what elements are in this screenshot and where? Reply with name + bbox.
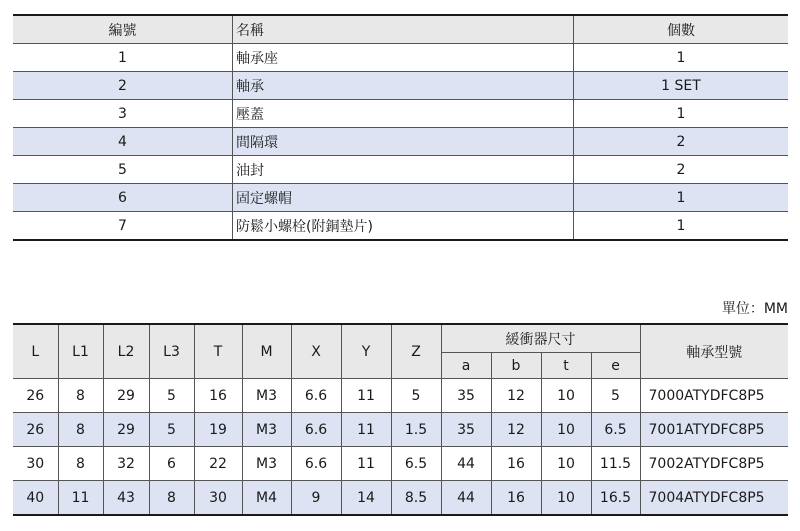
cell-L: 30 <box>13 447 58 481</box>
cell-e: 11.5 <box>591 447 640 481</box>
cell-a: 44 <box>441 447 491 481</box>
header-t: t <box>541 353 591 379</box>
part-name: 固定螺帽 <box>233 184 574 212</box>
parts-header-row <box>13 15 788 44</box>
cell-Y: 11 <box>341 379 391 413</box>
part-number: 1 <box>13 44 233 72</box>
table-row <box>13 481 788 516</box>
cell-L1: 8 <box>58 379 103 413</box>
cell-T: 19 <box>194 413 242 447</box>
cell-bearing-model: 7002ATYDFC8P5 <box>640 447 788 481</box>
part-quantity: 1 <box>574 184 789 212</box>
cell-L1: 8 <box>58 413 103 447</box>
cell-X: 9 <box>291 481 341 516</box>
cell-t: 10 <box>541 447 591 481</box>
cell-b: 16 <box>491 481 541 516</box>
header-Z: Z <box>391 324 441 379</box>
part-name: 軸承座 <box>233 44 574 72</box>
part-name: 間隔環 <box>233 128 574 156</box>
header-quantity: 個數 <box>574 15 789 44</box>
cell-Y: 11 <box>341 447 391 481</box>
cell-L2: 43 <box>103 481 149 516</box>
cell-Z: 1.5 <box>391 413 441 447</box>
cell-bearing-model: 7004ATYDFC8P5 <box>640 481 788 516</box>
part-number: 4 <box>13 128 233 156</box>
header-X: X <box>291 324 341 379</box>
cell-X: 6.6 <box>291 379 341 413</box>
part-quantity: 1 <box>676 217 686 234</box>
part-number: 3 <box>13 100 233 128</box>
part-quantity: 1 <box>574 100 789 128</box>
cell-L3: 6 <box>149 447 194 481</box>
cell-a: 44 <box>441 481 491 516</box>
cell-L: 26 <box>13 379 58 413</box>
table-row <box>13 212 788 241</box>
part-quantity: 1 <box>574 44 789 72</box>
cell-Z: 8.5 <box>391 481 441 516</box>
part-quantity: 2 <box>574 156 789 184</box>
table-row <box>13 184 788 212</box>
cell-M: M4 <box>242 481 291 516</box>
cell-L: 40 <box>13 481 58 516</box>
cell-b: 16 <box>491 447 541 481</box>
cell-M: M3 <box>242 413 291 447</box>
header-buffer-dimensions: 緩衝器尺寸 <box>441 324 640 353</box>
cell-X: 6.6 <box>291 413 341 447</box>
header-L1: L1 <box>58 324 103 379</box>
part-quantity: 1 SET <box>574 72 789 100</box>
cell-bearing-model: 7001ATYDFC8P5 <box>640 413 788 447</box>
cell-t: 10 <box>541 379 591 413</box>
cell-Z: 6.5 <box>391 447 441 481</box>
header-bearing-model: 軸承型號 <box>640 324 788 379</box>
cell-b: 12 <box>491 413 541 447</box>
header-L3: L3 <box>149 324 194 379</box>
cell-L1: 8 <box>58 447 103 481</box>
cell-L: 26 <box>13 413 58 447</box>
cell-X: 6.6 <box>291 447 341 481</box>
cell-L3: 5 <box>149 413 194 447</box>
header-name: 名稱 <box>233 15 574 44</box>
cell-M: M3 <box>242 379 291 413</box>
dim-header-row-top <box>13 324 788 353</box>
dimensions-table <box>13 323 788 516</box>
cell-t: 10 <box>541 413 591 447</box>
table-row <box>13 72 788 100</box>
header-Y: Y <box>341 324 391 379</box>
cell-L3: 8 <box>149 481 194 516</box>
table-row <box>13 44 788 72</box>
table-row <box>13 156 788 184</box>
cell-L2: 29 <box>103 379 149 413</box>
cell-b: 12 <box>491 379 541 413</box>
header-T: T <box>194 324 242 379</box>
header-L: L <box>13 324 58 379</box>
cell-t: 10 <box>541 481 591 516</box>
header-e: e <box>591 353 640 379</box>
unit-label: 單位：MM <box>721 301 788 317</box>
header-b: b <box>491 353 541 379</box>
table-row <box>13 413 788 447</box>
cell-e: 6.5 <box>591 413 640 447</box>
cell-L2: 29 <box>103 413 149 447</box>
cell-L1: 11 <box>58 481 103 516</box>
cell-M: M3 <box>242 447 291 481</box>
table-row <box>13 128 788 156</box>
cell-L2: 32 <box>103 447 149 481</box>
header-a: a <box>441 353 491 379</box>
part-quantity: 2 <box>574 128 789 156</box>
table-row <box>13 447 788 481</box>
part-number: 5 <box>13 156 233 184</box>
cell-Y: 11 <box>341 413 391 447</box>
cell-T: 22 <box>194 447 242 481</box>
cell-e: 16.5 <box>591 481 640 516</box>
part-name: 油封 <box>233 156 574 184</box>
part-name: 壓蓋 <box>233 100 574 128</box>
table-row <box>13 379 788 413</box>
cell-T: 30 <box>194 481 242 516</box>
header-L2: L2 <box>103 324 149 379</box>
dimensions-body <box>13 379 788 516</box>
cell-a: 35 <box>441 379 491 413</box>
header-number: 編號 <box>13 15 233 44</box>
part-number: 2 <box>13 72 233 100</box>
cell-Z: 5 <box>391 379 441 413</box>
cell-e: 5 <box>591 379 640 413</box>
header-M: M <box>242 324 291 379</box>
part-name: 軸承 <box>233 72 574 100</box>
cell-T: 16 <box>194 379 242 413</box>
part-name: 防鬆小螺栓(附銅墊片) <box>233 212 574 241</box>
part-number: 6 <box>13 184 233 212</box>
cell-a: 35 <box>441 413 491 447</box>
part-number: 7 <box>13 212 233 241</box>
cell-bearing-model: 7000ATYDFC8P5 <box>640 379 788 413</box>
cell-Y: 14 <box>341 481 391 516</box>
parts-table <box>13 14 788 241</box>
cell-L3: 5 <box>149 379 194 413</box>
table-row <box>13 100 788 128</box>
